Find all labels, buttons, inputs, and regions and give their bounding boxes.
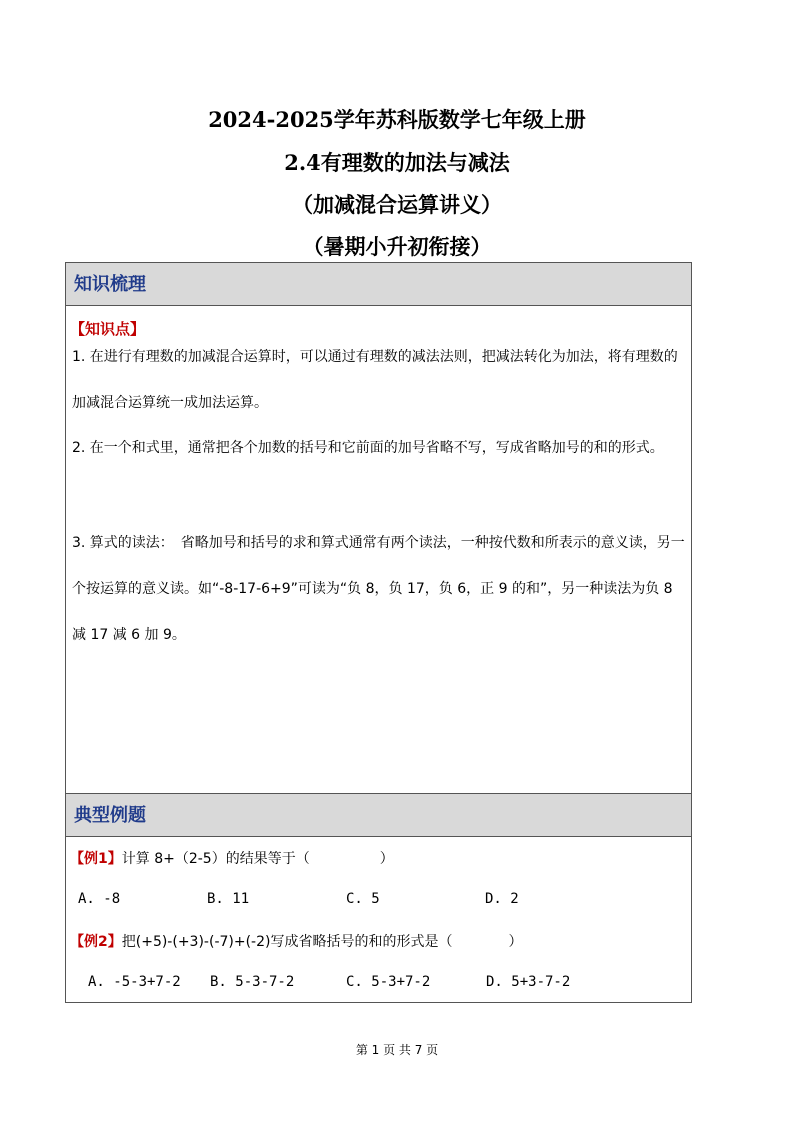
example-1-question: 计算 8+（2-5）的结果等于（ ）	[121, 851, 394, 867]
page-footer: 第 1 页 共 7 页	[355, 1043, 439, 1057]
example-2-option-d: D. 5+3-7-2	[486, 974, 571, 990]
example-2-option-b: B. 5-3-7-2	[210, 974, 295, 990]
example-1-option-d: D. 2	[485, 891, 519, 907]
example-2-option-a: A. -5-3+7-2	[88, 974, 181, 990]
knowledge-point-3: 3. 算式的读法： 省略加号和括号的求和算式通常有两个读法，一种按代数和所表示的意义读，另一个按运算的意义读。如“-8-17-6+9”可读为“负 8，负 17，负 6，正 9 的和”，另一种读法为负 8 减 17 减 6 加 9。	[72, 535, 685, 643]
example-1-option-b: B. 11	[207, 891, 250, 907]
knowledge-point-2: 2. 在一个和式里，通常把各个加数的括号和它前面的加号省略不写，写成省略加号的和的形式。	[72, 440, 664, 456]
knowledge-point-label: 【知识点】	[70, 320, 146, 338]
title-line-4: （暑期小升初衔接）	[302, 234, 492, 259]
knowledge-section-heading: 知识梳理	[66, 263, 691, 306]
example-1	[70, 848, 394, 868]
example-2	[70, 931, 522, 951]
knowledge-point-1: 1. 在进行有理数的加减混合运算时，可以通过有理数的减法法则，把减法转化为加法，将有理数的加减混合运算统一成加法运算。	[72, 349, 678, 411]
example-2-question: 把(+5)-(+3)-(-7)+(-2)写成省略括号的和的形式是（ ）	[121, 934, 523, 950]
example-2-tag: 【例2】	[70, 934, 122, 950]
example-2-option-c: C. 5-3+7-2	[346, 974, 431, 990]
example-1-option-c: C. 5	[346, 891, 380, 907]
title-line-1: 2024-2025学年苏科版数学七年级上册	[208, 107, 586, 132]
title-line-2: 2.4有理数的加法与减法	[284, 150, 510, 175]
example-1-option-a: A. -8	[78, 891, 121, 907]
example-1-tag: 【例1】	[70, 851, 122, 867]
title-line-3: （加减混合运算讲义）	[292, 192, 502, 217]
examples-section-heading: 典型例题	[66, 794, 691, 837]
